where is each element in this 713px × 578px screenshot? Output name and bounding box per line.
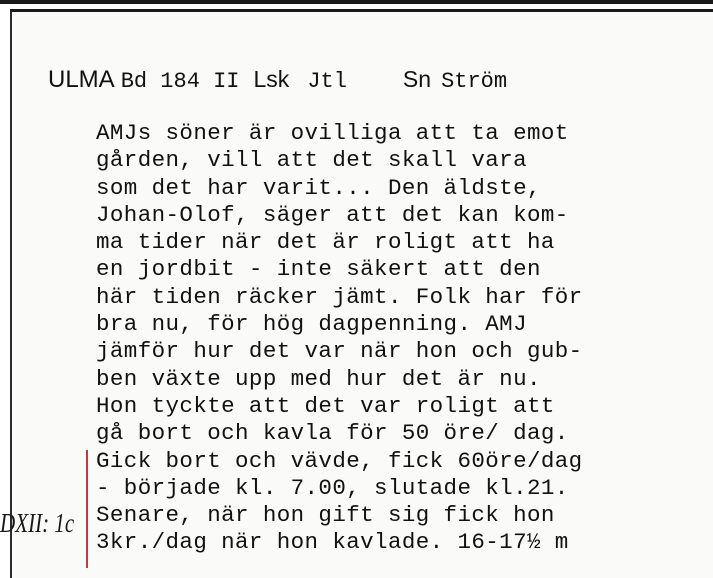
- text-line: gå bort och kavla för 50 öre/ dag.: [96, 420, 569, 447]
- card-body-text: [96, 120, 696, 557]
- text-line: här tiden räcker jämt. Folk har för: [96, 283, 583, 310]
- socken-label: Sn: [402, 66, 432, 92]
- archive-name: ULMA: [48, 66, 115, 93]
- text-line: - började kl. 7.00, slutade kl.21.: [96, 474, 569, 501]
- text-line: som det har varit... Den äldste,: [96, 174, 541, 201]
- volume-reference: Bd 184 II: [120, 69, 240, 94]
- red-margin-bar: [86, 450, 88, 568]
- text-line: gården, vill att det skall vara: [96, 147, 527, 174]
- text-line: Gick bort och vävde, fick 60öre/dag: [96, 447, 583, 474]
- text-line: Senare, när hon gift sig fick hon: [96, 502, 555, 529]
- text-line: en jordbit - inte säkert att den: [96, 256, 541, 283]
- text-line: Hon tyckte att det var roligt att: [96, 392, 555, 419]
- landskap-label: Lsk: [253, 66, 290, 92]
- handwritten-margin-note: DXII: 1c: [0, 508, 75, 538]
- text-line: jämför hur det var när hon och gub-: [96, 338, 583, 365]
- text-line: 3kr./dag när hon kavlade. 16-17½ m: [96, 529, 569, 556]
- card-header: [48, 66, 507, 100]
- card-top-edge: [0, 0, 713, 4]
- text-line: Johan-Olof, säger att det kan kom-: [96, 201, 569, 228]
- text-line: ma tider när det är roligt att ha: [96, 229, 555, 256]
- landskap-value: Jtl: [307, 69, 347, 94]
- text-line: ben växte upp med hur det är nu.: [96, 365, 541, 392]
- socken-value: Ström: [441, 69, 508, 94]
- text-line: bra nu, för hög dagpenning. AMJ: [96, 311, 527, 338]
- text-line: AMJs söner är ovilliga att ta emot: [96, 120, 569, 146]
